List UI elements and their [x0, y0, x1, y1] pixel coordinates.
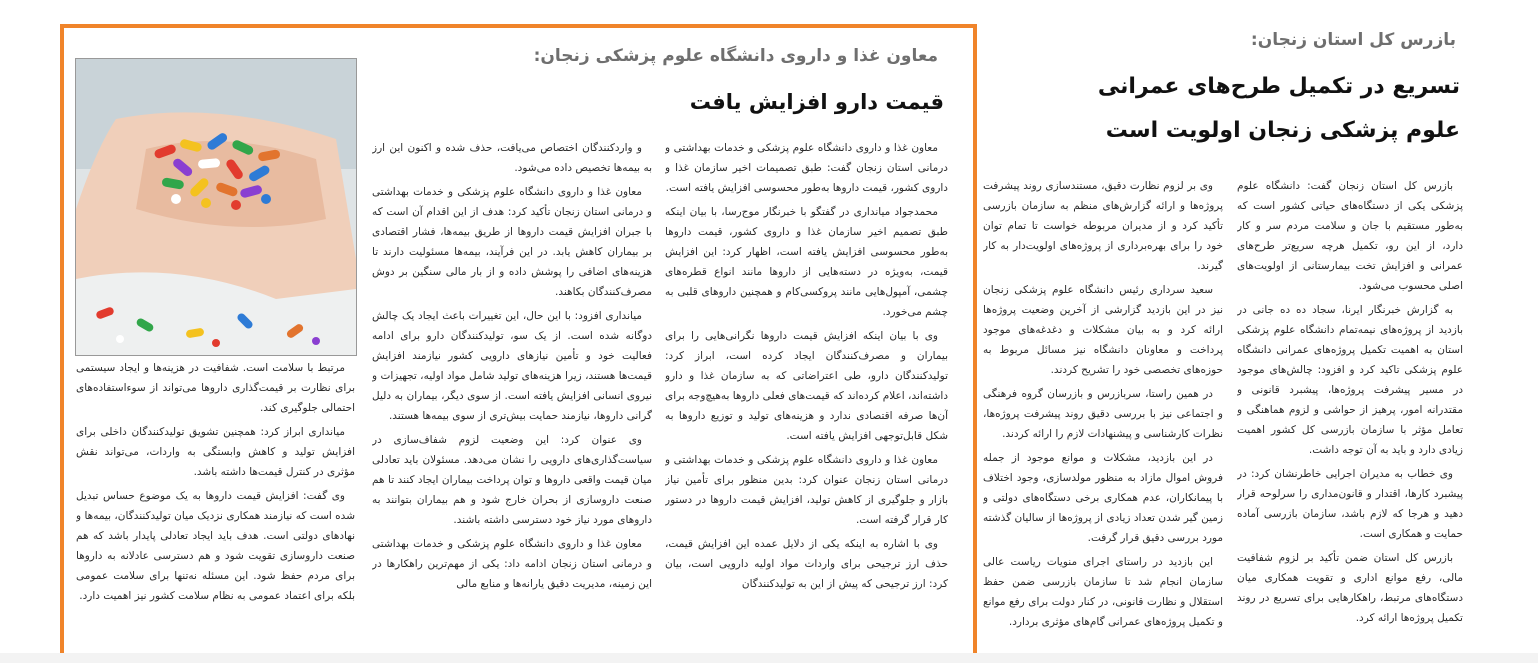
paragraph: معاون غذا و داروی دانشگاه علوم پزشکی و خدمات بهداشتی و درمانی استان زنجان تأکید کرد: هدف از این اقدام آن است که با جبران افزایش قیمت داروها از طریق بیمه‌ها، فشار اقتصادی بر بیماران کاهش یابد. در این فرآیند، بیمه‌ها مسئولیت دارند تا هزینه‌های اضافی را پوشش داده و از بار مالی سنگین بر دوش مصرف‌کنندگان بکاهند. — [372, 186, 652, 298]
paragraph: وی خطاب به مدیران اجرایی خاطرنشان کرد: در پیشبرد کارها، اقتدار و قانون‌مداری را سرلوحه قرار دهید و هرجا که لازم باشد، سازمان بازرسی آماده حمایت و همکاری است. — [1237, 468, 1463, 540]
left-story-column-1 — [665, 138, 948, 646]
right-story-headline-line1: تسریع در تکمیل طرح‌های عمرانی — [1097, 74, 1460, 99]
paragraph: این بازدید در راستای اجرای منویات ریاست عالی سازمان انجام شد تا سازمان بازرسی ضمن حفظ استقلال و نظارت قانونی، در کنار دولت برای رفع موانع و تکمیل پروژه‌های عمرانی گام‌های مؤثری بردارد. — [983, 556, 1223, 628]
paragraph: به گزارش خبرنگار ایرنا، سجاد ده ده جانی در بازدید از پروژه‌های نیمه‌تمام دانشگاه علوم پزشکی استان به اهمیت تکمیل پروژه‌های عمرانی دانشگاه علوم پزشکی تاکید کرد و افزود: چالش‌های موجود در مسیر پیشرفت پروژه‌ها، پیشبرد قانونی و مقتدرانه امور، پرهیز از حواشی و لزوم هماهنگی و تعامل مؤثر با سازمان بازرسی کل کشور اهمیت زیادی دارد و باید به آن توجه داشت. — [1237, 304, 1463, 456]
paragraph: معاون غذا و داروی دانشگاه علوم پزشکی و خدمات بهداشتی و درمانی استان زنجان ادامه داد: یکی از مهم‌ترین راهکارها در این زمینه، مدیریت دقیق یارانه‌ها و منابع مالی — [372, 538, 652, 590]
paragraph: محمدجواد میانداری در گفتگو با خبرنگار موج‌رسا، با بیان اینکه طبق تصمیم اخیر سازمان غذا و داروی کشور، قیمت داروها به‌طور محسوسی افزایش یافته است، اظهار کرد: این افزایش قیمت، به‌ویژه در دسته‌هایی از داروها مانند انواع قطره‌های چشمی، آمپول‌هایی مانند پروکسی‌کام و همچنین داروهای قلبی به چشم می‌خورد. — [665, 206, 948, 318]
right-story-headline-line2: علوم پزشکی زنجان اولویت است — [1105, 118, 1460, 143]
page-bottom-strip — [0, 653, 1538, 663]
right-story-kicker: بازرس کل استان زنجان: — [1250, 30, 1456, 50]
paragraph: معاون غذا و داروی دانشگاه علوم پزشکی و خدمات بهداشتی و درمانی استان زنجان گفت: طبق تصمیمات اخیر سازمان غذا و داروی کشور، قیمت داروها به‌طور محسوسی افزایش یافته است. — [665, 142, 948, 194]
left-story-column-2 — [372, 138, 652, 646]
right-story-column-1 — [1237, 176, 1463, 652]
paragraph: در همین راستا، سربازرس و بازرسان گروه فرهنگی و اجتماعی نیز با بررسی دقیق روند پیشرفت پروژه‌ها، نظرات کارشناسی و پیشنهادات لازم را ارائه کردند. — [983, 388, 1223, 440]
paragraph: وی با بیان اینکه افزایش قیمت داروها نگرانی‌هایی را برای بیماران و مصرف‌کنندگان ایجاد کرده است، ابراز کرد: تولیدکنندگان دارو، طی اعتراضاتی که به سازمان غذا و دارو داشته‌اند، اعلام کرده‌اند که قیمت‌های فعلی داروها به‌هیچ‌وجه برای آن‌ها صرفه اقتصادی ندارد و هزینه‌های تولید و توزیع داروها به شکل قابل‌توجهی افزایش یافته است. — [665, 330, 948, 442]
paragraph: بازرس کل استان زنجان گفت: دانشگاه علوم پزشکی یکی از دستگاه‌های حیاتی کشور است که به‌طور مستقیم با جان و سلامت مردم سر و کار دارد، از این رو، تکمیل هرچه سریع‌تر طرح‌های عمرانی و افزایش تخت بیمارستانی از اولویت‌های اصلی محسوب می‌شود. — [1237, 180, 1463, 292]
pills-in-hands-photo — [75, 58, 357, 356]
paragraph: در این بازدید، مشکلات و موانع موجود از جمله فروش اموال مازاد به منظور مولدسازی، وجود اختلاف با پیمانکاران، عدم همکاری برخی دستگاه‌های دولتی و زمین گیر شدن تعداد زیادی از پروژه‌ها از سالیان گذشته مورد بررسی دقیق قرار گرفت. — [983, 452, 1223, 544]
paragraph: معاون غذا و داروی دانشگاه علوم پزشکی و خدمات بهداشتی و درمانی استان زنجان عنوان کرد: بدین منظور برای تأمین نیاز بازار و جلوگیری از کاهش تولید، افزایش قیمت داروها در دستور کار قرار گرفته است. — [665, 454, 948, 526]
paragraph: بازرس کل استان ضمن تأکید بر لزوم شفافیت مالی، رفع موانع اداری و تقویت همکاری میان دستگاه‌های مرتبط، راهکارهایی برای تسریع در روند تکمیل پروژه‌ها ارائه کرد. — [1237, 552, 1463, 624]
paragraph: وی عنوان کرد: این وضعیت لزوم شفاف‌سازی در سیاست‌گذاری‌های دارویی را نشان می‌دهد. مسئولان باید تعادلی میان قیمت واقعی داروها و توان پرداخت بیماران ایجاد کنند تا هم صنعت داروسازی از بحران خارج شود و هم بیماران بتوانند به داروهای مورد نیاز خود دسترسی داشته باشند. — [372, 434, 652, 526]
paragraph: وی با اشاره به اینکه یکی از دلایل عمده این افزایش قیمت، حذف ارز ترجیحی برای واردات مواد اولیه دارویی است، بیان کرد: ارز ترجیحی که پیش از این به تولیدکنندگان — [665, 538, 948, 590]
paragraph: میانداری ابراز کرد: همچنین تشویق تولیدکنندگان داخلی برای افزایش تولید و کاهش وابستگی به واردات، می‌تواند نقش مؤثری در کنترل قیمت‌ها داشته باشد. — [76, 426, 355, 478]
paragraph: وی گفت: افزایش قیمت داروها به یک موضوع حساس تبدیل شده است که نیازمند همکاری نزدیک میان تولیدکنندگان، بیمه‌ها و نهادهای دولتی است. هدف باید ایجاد تعادلی پایدار باشد که هم صنعت داروسازی تقویت شود و هم دسترسی عادلانه به داروها برای مردم حفظ شود. این مسئله نه‌تنها برای سلامت عمومی بلکه برای اعتماد عمومی به نظام سلامت کشور نیز اهمیت دارد. — [76, 490, 355, 602]
left-story-column-3 — [76, 358, 355, 646]
paragraph: مرتبط با سلامت است. شفافیت در هزینه‌ها و ایجاد سیستمی برای نظارت بر قیمت‌گذاری داروها می‌تواند از سوءاستفاده‌های احتمالی جلوگیری کند. — [76, 362, 355, 414]
left-story-kicker: معاون غذا و داروی دانشگاه علوم پزشکی زنجان: — [533, 46, 938, 66]
paragraph: میانداری افزود: با این حال، این تغییرات باعث ایجاد یک چالش دوگانه شده است. از یک سو، تولیدکنندگان دارو برای ادامه فعالیت خود و تأمین نیازهای دارویی کشور نیازمند افزایش قیمت‌ها هستند، زیرا هزینه‌های تولید شامل مواد اولیه، تجهیزات و نیروی انسانی افزایش یافته است. از سوی دیگر، بیماران به دلیل گرانی داروها، نیازمند حمایت بیش‌تری از سوی بیمه‌ها هستند. — [372, 310, 652, 422]
paragraph: وی بر لزوم نظارت دقیق، مستندسازی روند پیشرفت پروژه‌ها و ارائه گزارش‌های منظم به سازمان بازرسی تأکید کرد و از مدیران مربوطه خواست تا تمام توان خود را برای بهره‌برداری از پروژه‌های اولویت‌دار به کار گیرند. — [983, 180, 1223, 272]
right-story-column-2 — [983, 176, 1223, 652]
paragraph: سعید سرداری رئیس دانشگاه علوم پزشکی زنجان نیز در این بازدید گزارشی از آخرین وضعیت پروژه‌ها ارائه کرد و به بیان مشکلات و دغدغه‌های موجود پرداخت و معاونان دانشگاه نیز مسائل مربوط به حوزه‌های تخصصی خود را تشریح کردند. — [983, 284, 1223, 376]
left-story-headline: قیمت دارو افزایش یافت — [689, 90, 944, 114]
paragraph: و واردکنندگان اختصاص می‌یافت، حذف شده و اکنون این ارز به بیمه‌ها تخصیص داده می‌شود. — [372, 142, 652, 174]
